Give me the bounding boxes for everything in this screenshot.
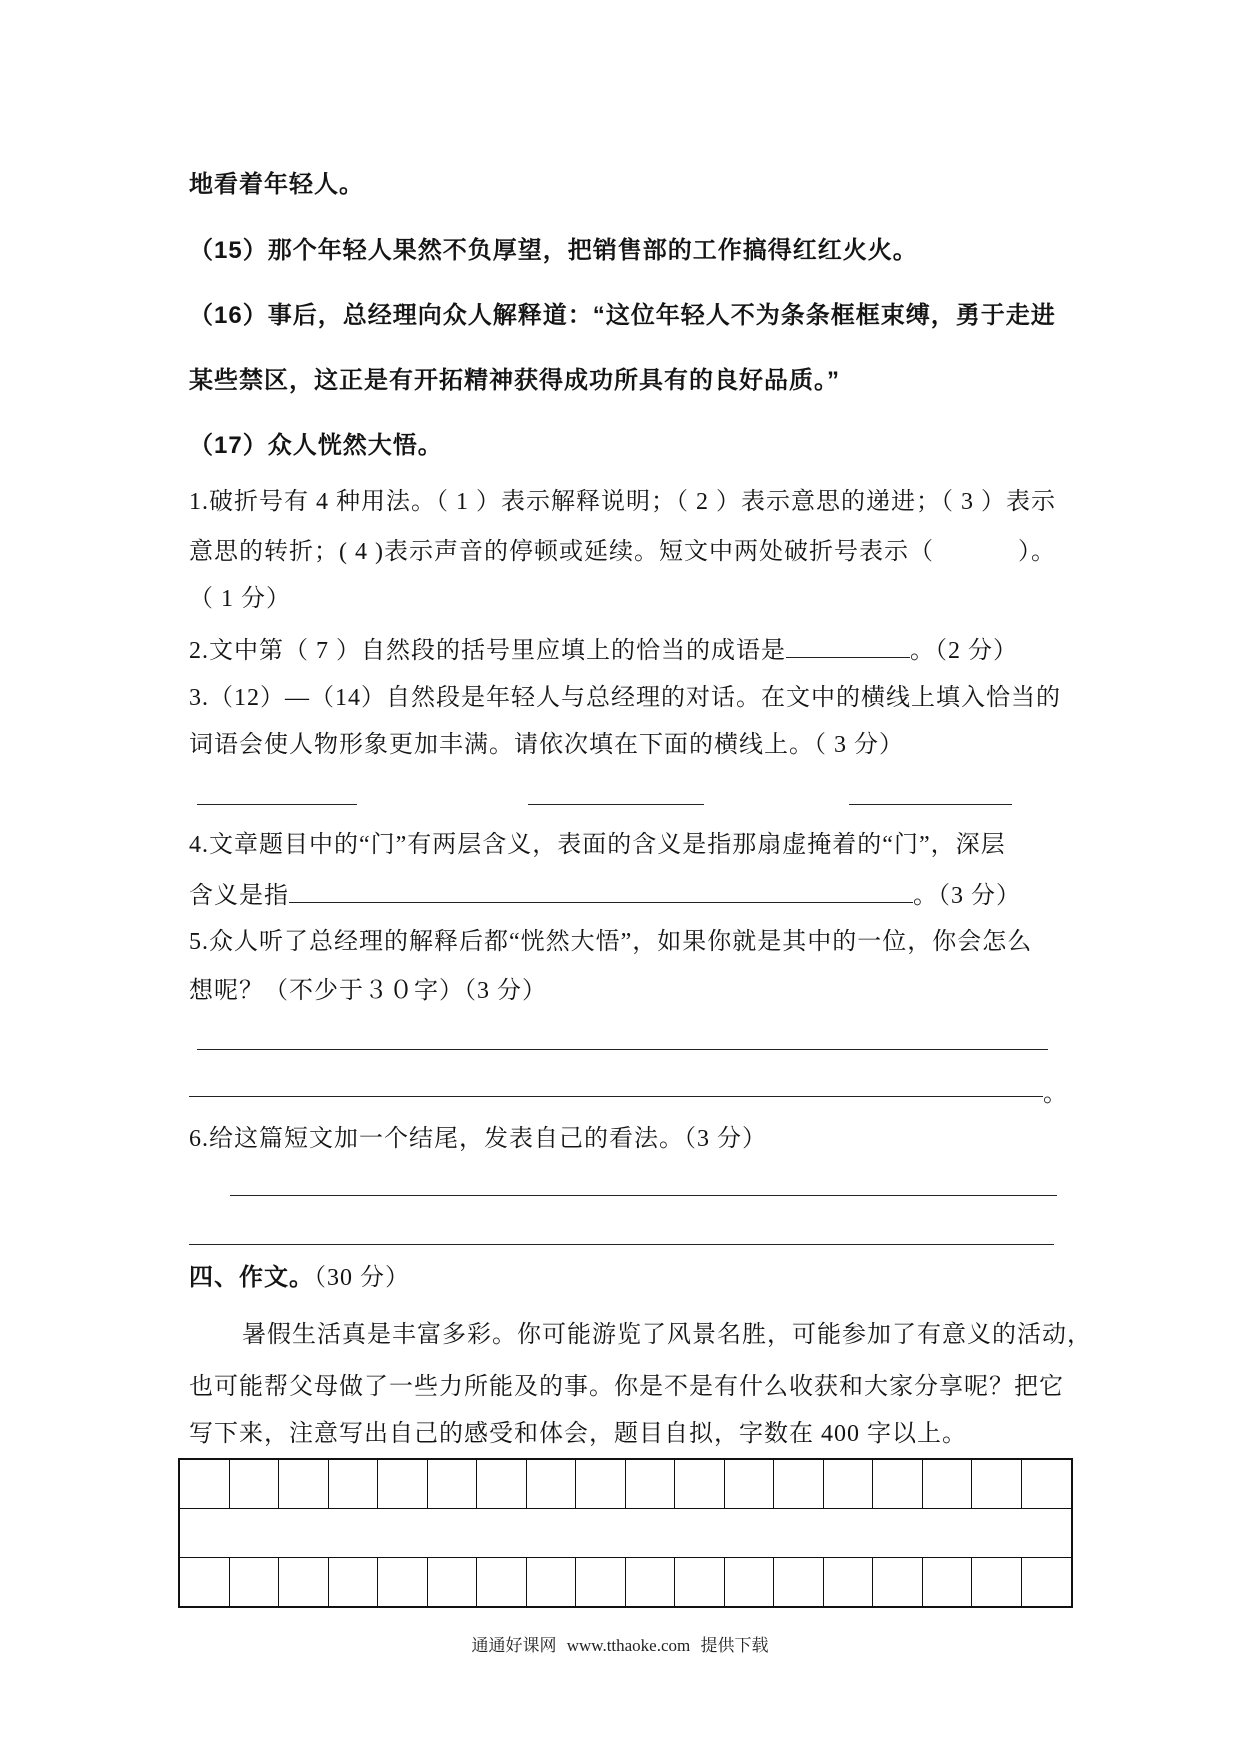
grid-cell [428, 1558, 478, 1606]
question-2 [189, 635, 1018, 665]
grid-cell [378, 1558, 428, 1606]
question-3-line-1: 3.（12）—（14）自然段是年轻人与总经理的对话。在文中的横线上填入恰当的 [189, 685, 1061, 711]
grid-cell [576, 1558, 626, 1606]
question-1-line-1: 1.破折号有 4 种用法。（ 1 ）表示解释说明；（ 2 ）表示意思的递进；（ 3 ）表示 [189, 489, 1056, 515]
passage-paragraph-17: （17）众人恍然大悟。 [189, 432, 443, 459]
grid-cell [774, 1558, 824, 1606]
grid-cell [824, 1460, 874, 1508]
passage-paragraph-16-line-2: 某些禁区，这正是有开拓精神获得成功所具有的良好品质。” [189, 367, 840, 394]
question-1-score: （ 1 分） [189, 586, 291, 612]
passage-paragraph-15: （15）那个年轻人果然不负厚望，把销售部的工作搞得红红火火。 [189, 237, 918, 264]
question-6: 6.给这篇短文加一个结尾，发表自己的看法。（3 分） [189, 1126, 767, 1152]
answer-blank [786, 635, 910, 658]
composition-prompt-line-3: 写下来，注意写出自己的感受和体会，题目自拟，字数在 400 字以上。 [189, 1421, 967, 1447]
answer-line [189, 1096, 1043, 1097]
grid-cell [774, 1460, 824, 1508]
answer-line [230, 1195, 1057, 1196]
question-5-line-2: 想呢？（不少于３０字）（3 分） [189, 978, 547, 1004]
grid-cell [329, 1558, 379, 1606]
grid-cell [972, 1558, 1022, 1606]
composition-prompt-line-1: 暑假生活真是丰富多彩。你可能游览了风景名胜，可能参加了有意义的活动， [242, 1322, 1092, 1348]
question-1-line-2: 意思的转折；( 4 )表示声音的停顿或延续。短文中两处破折号表示（ [189, 539, 934, 565]
grid-cell [576, 1460, 626, 1508]
grid-cell [477, 1558, 527, 1606]
page-footer: 通通好课网 www.tthaoke.com 提供下载 [471, 1636, 769, 1655]
grid-cell [428, 1460, 478, 1508]
question-2-text: 2.文中第（ 7 ）自然段的括号里应填上的恰当的成语是 [189, 638, 786, 664]
grid-cell [675, 1558, 725, 1606]
grid-row [180, 1558, 1071, 1606]
section-heading [189, 1264, 410, 1292]
grid-cell [378, 1460, 428, 1508]
grid-cell [477, 1460, 527, 1508]
grid-cell [873, 1558, 923, 1606]
composition-grid [178, 1458, 1073, 1608]
answer-line [189, 1244, 1054, 1245]
passage-paragraph-16-line-1: （16）事后，总经理向众人解释道：“这位年轻人不为条条框框束缚，勇于走进 [189, 302, 1056, 329]
question-1-paren-close: ）。 [1018, 539, 1056, 565]
answer-blank [289, 880, 913, 903]
question-4-line-1: 4.文章题目中的“门”有两层含义，表面的含义是指那扇虚掩着的“门”，深层 [189, 832, 1006, 858]
question-4-score: 。（3 分） [913, 883, 1021, 909]
answer-blank-1 [197, 804, 357, 805]
grid-cell [675, 1460, 725, 1508]
grid-cell [626, 1558, 676, 1606]
question-4-text: 含义是指 [189, 883, 289, 909]
grid-cell [725, 1558, 775, 1606]
answer-blank-3 [849, 804, 1012, 805]
grid-row-merged [180, 1508, 1071, 1558]
grid-cell [725, 1460, 775, 1508]
grid-cell [972, 1460, 1022, 1508]
answer-line-period: 。 [1043, 1081, 1068, 1107]
question-5-line-1: 5.众人听了总经理的解释后都“恍然大悟”，如果你就是其中的一位，你会怎么 [189, 929, 1033, 955]
grid-cell [180, 1558, 230, 1606]
question-4-line-2 [189, 880, 1021, 910]
question-3-line-2: 词语会使人物形象更加丰满。请依次填在下面的横线上。（ 3 分） [189, 732, 904, 758]
grid-cell [1022, 1460, 1072, 1508]
section-score: （30 分） [314, 1265, 410, 1291]
grid-cell [279, 1460, 329, 1508]
answer-blank-2 [528, 804, 704, 805]
grid-cell [824, 1558, 874, 1606]
grid-cell [230, 1460, 280, 1508]
grid-cell [527, 1558, 577, 1606]
grid-cell [527, 1460, 577, 1508]
grid-cell [1022, 1558, 1072, 1606]
grid-cell [923, 1460, 973, 1508]
passage-line: 地看着年轻人。 [189, 171, 364, 198]
question-2-score: 。（2 分） [910, 638, 1018, 664]
grid-cell [279, 1558, 329, 1606]
section-title: 四、作文。 [189, 1264, 314, 1291]
grid-cell [180, 1460, 230, 1508]
answer-line [197, 1049, 1048, 1050]
grid-cell [923, 1558, 973, 1606]
grid-cell [626, 1460, 676, 1508]
grid-cell [230, 1558, 280, 1606]
grid-row [180, 1460, 1071, 1508]
grid-cell [873, 1460, 923, 1508]
composition-prompt-line-2: 也可能帮父母做了一些力所能及的事。你是不是有什么收获和大家分享呢？把它 [189, 1374, 1064, 1400]
grid-cell [329, 1460, 379, 1508]
